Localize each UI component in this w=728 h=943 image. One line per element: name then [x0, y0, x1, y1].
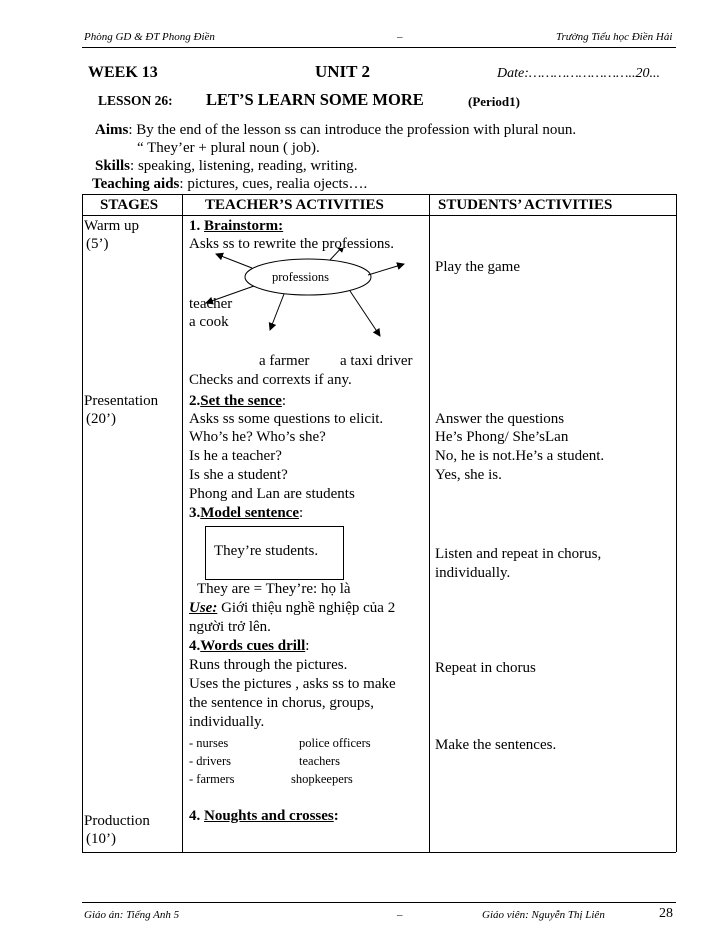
cue-teachers: teachers	[299, 754, 340, 768]
is-teacher-question: Is he a teacher?	[189, 448, 282, 464]
student-repeat: Repeat in chorus	[435, 660, 536, 676]
stage-warmup: Warm up	[84, 218, 140, 234]
profession-teacher: teacher	[189, 296, 233, 312]
cue-shopkeepers: shopkeepers	[291, 772, 353, 786]
set-scene-heading	[189, 393, 286, 410]
brainstorm-number: 1.	[189, 218, 204, 234]
use-label: Use:	[189, 600, 218, 616]
aims-structure: “ They’er + plural noun ( job).	[137, 140, 320, 156]
brainstorm-heading	[189, 218, 283, 235]
lesson-label: LESSON 26:	[98, 93, 173, 108]
model-colon: :	[298, 505, 304, 521]
uses-pictures-line2: the sentence in chorus, groups,	[189, 695, 374, 711]
elicit-text: Asks ss some questions to elicit.	[189, 411, 384, 427]
lesson-period: (Period1)	[468, 94, 520, 109]
student-make-sentences: Make the sentences.	[435, 737, 557, 753]
noughts-heading	[189, 808, 339, 825]
checks-text: Checks and correxts if any.	[189, 372, 352, 388]
cue-drivers: - drivers	[189, 754, 231, 768]
profession-cook: a cook	[189, 314, 229, 330]
student-listen-line2: individually.	[435, 565, 511, 581]
cue-nurses: - nurses	[189, 736, 229, 750]
student-yes-answer: Yes, she is.	[435, 467, 502, 483]
aids-text: : pictures, cues, realia ojects….	[179, 176, 368, 192]
profession-farmer: a farmer	[259, 353, 310, 369]
arrow-bottom-right	[350, 291, 380, 336]
week-label: WEEK 13	[88, 64, 158, 81]
date-field: Date:……………………..20...	[497, 66, 660, 81]
uses-pictures-line3: individually.	[189, 714, 265, 730]
words-number: 4.	[189, 638, 201, 654]
footer-teacher: Giáo viên: Nguyễn Thị Liên	[482, 909, 605, 921]
is-student-question: Is she a student?	[189, 467, 288, 483]
use-text: Giới thiệu nghề nghiệp của 2	[217, 600, 396, 616]
skills-label: Skills	[95, 158, 131, 174]
student-no-answer: No, he is not.He’s a student.	[435, 448, 605, 464]
stage-warmup-time: (5’)	[86, 236, 109, 252]
model-sentence-heading	[189, 505, 303, 522]
model-number: 3.	[189, 505, 201, 521]
header-rule	[82, 47, 676, 48]
runs-through-text: Runs through the pictures.	[189, 657, 348, 673]
header-separator: –	[397, 31, 403, 43]
model-sentence-text: They’re students.	[214, 543, 319, 559]
table-bottom-border	[82, 852, 676, 853]
skills-line	[95, 158, 358, 175]
aims-label: Aims	[95, 122, 129, 138]
students-statement: Phong and Lan are students	[189, 486, 355, 502]
words-title: Words cues drill	[200, 638, 306, 654]
student-answer: Answer the questions	[435, 411, 565, 427]
noughts-colon: :	[333, 808, 339, 824]
student-listen-line1: Listen and repeat in chorus,	[435, 546, 602, 562]
footer-separator: –	[397, 909, 403, 921]
skills-text: : speaking, listening, reading, writing.	[130, 158, 358, 174]
use-line	[189, 600, 395, 617]
noughts-title: Noughts and crosses	[204, 808, 334, 824]
arrow-upper-left	[216, 254, 252, 268]
set-scene-title: Set the sence	[200, 393, 282, 409]
bubble-label: professions	[272, 270, 329, 284]
lesson-title: LET’S LEARN SOME MORE	[206, 90, 424, 109]
aids-label: Teaching aids	[92, 176, 180, 192]
set-scene-colon: :	[281, 393, 287, 409]
stage-production-time: (10’)	[86, 831, 116, 847]
uses-pictures-line1: Uses the pictures , asks ss to make	[189, 676, 396, 692]
table-top-border	[82, 194, 676, 195]
header-school-office: Phòng GD & ĐT Phong Điền	[84, 31, 215, 43]
footer-subject: Giáo án: Tiếng Anh 5	[84, 909, 180, 921]
header-teacher-activities: TEACHER’S ACTIVITIES	[205, 197, 384, 213]
brainstorm-title: Brainstorm:	[204, 218, 284, 234]
table-left-border	[82, 194, 83, 852]
student-phong-lan: He’s Phong/ She’sLan	[435, 429, 569, 445]
aims-text: : By the end of the lesson ss can introduce the profession with plural noun.	[128, 122, 577, 138]
aims-line	[95, 122, 576, 139]
use-text-continued: người trở lên.	[189, 619, 271, 635]
header-stages: STAGES	[100, 197, 159, 213]
arrow-top	[330, 248, 344, 260]
words-colon: :	[305, 638, 310, 654]
page-number: 28	[659, 906, 673, 921]
header-school-name: Trường Tiểu học Điền Hải	[556, 31, 673, 43]
arrow-bottom-left	[270, 294, 284, 330]
brainstorm-desc: Asks ss to rewrite the professions.	[189, 236, 394, 252]
table-right-border	[676, 194, 677, 852]
footer-rule	[82, 902, 676, 903]
stage-production: Production	[84, 813, 150, 829]
words-cues-heading	[189, 638, 309, 655]
stage-presentation: Presentation	[84, 393, 159, 409]
set-scene-number: 2.	[189, 393, 201, 409]
model-title: Model sentence	[200, 505, 299, 521]
cue-police-officers: police officers	[299, 736, 371, 750]
cue-farmers: - farmers	[189, 772, 235, 786]
table-col-divider-2	[429, 194, 430, 852]
profession-taxi-driver: a taxi driver	[340, 353, 413, 369]
teaching-aids-line	[92, 176, 367, 193]
arrow-right	[368, 264, 404, 275]
who-questions: Who’s he? Who’s she?	[189, 429, 326, 445]
unit-label: UNIT 2	[315, 62, 370, 81]
stage-presentation-time: (20’)	[86, 411, 116, 427]
noughts-number: 4.	[189, 808, 204, 824]
table-header-border	[82, 215, 676, 216]
header-students-activities: STUDENTS’ ACTIVITIES	[438, 197, 613, 213]
they-are-contraction: They are = They’re: họ là	[197, 581, 351, 597]
student-play-game: Play the game	[435, 259, 520, 275]
